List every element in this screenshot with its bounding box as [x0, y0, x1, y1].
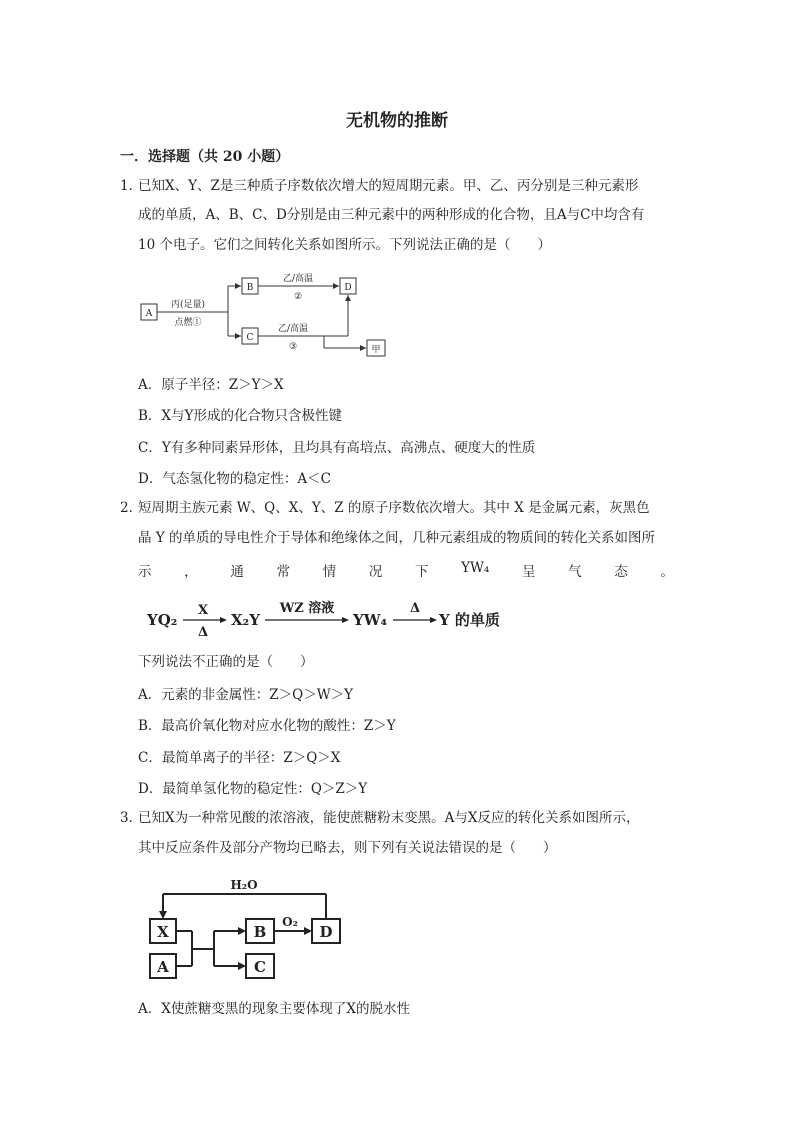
q2-spread-char: 下 — [414, 564, 429, 580]
q3-label-o2: O₂ — [282, 915, 298, 929]
q3-label-x: X — [157, 923, 169, 941]
q2-spread-char: 况 — [368, 564, 383, 580]
q2-spread-char: 通 — [230, 564, 244, 580]
q2-arrow-3-top: Δ — [409, 601, 421, 616]
q1-condition-top: 丙(足量) — [170, 300, 206, 310]
q2-species-3: YW₄ — [353, 611, 388, 629]
q1-label-b: B — [246, 283, 254, 293]
q2-spread-char: 气 — [568, 564, 582, 580]
page-title: 无机物的推断 — [346, 111, 448, 131]
q1-label-jia: 甲 — [371, 345, 381, 355]
q2-option-d: D．最简单氢化物的稳定性：Q＞Z＞Y — [138, 781, 368, 797]
q1-conversion-diagram — [138, 270, 398, 365]
q1-condition-c-bottom: ③ — [288, 342, 298, 352]
q1-option-d: D．气态氢化物的稳定性：A＜C — [138, 471, 331, 487]
q1-label-a: A — [145, 309, 153, 319]
q1-condition-c-top: 乙/高温 — [277, 324, 309, 334]
q3-label-a: A — [157, 958, 169, 976]
q1-stem-line-3: 10 个电子。它们之间转化关系如图所示。下列说法正确的是（ ） — [138, 237, 551, 253]
q2-spread-char: ， — [184, 564, 198, 580]
q3-label-c: C — [254, 958, 266, 976]
q1-option-b: B．X与Y形成的化合物只含极性键 — [138, 408, 342, 424]
q2-stem-end: 下列说法不正确的是（ ） — [138, 654, 314, 670]
q2-stem-line-1: 短周期主族元素 W、Q、X、Y、Z 的原子序数依次增大。其中 X 是金属元素，灰黑色 — [138, 500, 650, 516]
q1-condition-b-bottom: ② — [293, 292, 303, 302]
q2-option-a: A．元素的非金属性：Z＞Q＞W＞Y — [138, 687, 353, 703]
q2-spread-char: 情 — [322, 564, 337, 580]
q2-spread-char: YW₄ — [461, 560, 490, 576]
q2-number: 2． — [120, 500, 143, 516]
q2-stem-line-2: 晶 Y 的单质的导电性介于导体和绝缘体之间，几种元素组成的物质间的转化关系如图所 — [138, 530, 655, 546]
q1-number: 1． — [120, 178, 143, 194]
q3-label-d: D — [319, 923, 333, 941]
q2-spread-char: 呈 — [521, 564, 536, 580]
q3-conversion-diagram — [140, 874, 360, 984]
q2-arrow-2-top: WZ 溶液 — [279, 601, 335, 616]
q3-option-a: A．X使蔗糖变黑的现象主要体现了X的脱水性 — [138, 1001, 410, 1017]
q1-condition-bottom: 点燃① — [174, 318, 202, 328]
q1-stem-line-1: 已知X、Y、Z是三种质子序数依次增大的短周期元素。甲、乙、丙分别是三种元素形 — [138, 178, 639, 194]
q2-stem-line-3 — [138, 560, 674, 580]
q2-option-b: B．最高价氧化物对应水化物的酸性：Z＞Y — [138, 718, 396, 734]
q2-reaction-scheme — [145, 596, 525, 642]
q2-spread-char: 示 — [138, 564, 152, 580]
q2-spread-char: 态 — [614, 564, 628, 580]
q1-option-c: C．Y有多种同素异形体，且均具有高培点、高沸点、硬度大的性质 — [138, 440, 536, 456]
q2-arrow-1-top: X — [197, 603, 209, 618]
q2-spread-char: 。 — [660, 564, 674, 580]
q2-species-1: YQ₂ — [147, 611, 178, 629]
q1-stem-line-2: 成的单质，A、B、C、D分别是由三种元素中的两种形成的化合物，且A与C中均含有 — [138, 207, 645, 223]
q2-option-c: C．最简单离子的半径：Z＞Q＞X — [138, 750, 341, 766]
q3-stem-line-2: 其中反应条件及部分产物均已略去，则下列有关说法错误的是（ ） — [138, 840, 557, 856]
q3-number: 3． — [120, 810, 143, 826]
q1-label-c: C — [246, 333, 254, 343]
q2-species-4: Y 的单质 — [439, 611, 500, 629]
q3-label-b: B — [253, 923, 267, 941]
q1-option-a: A．原子半径：Z＞Y＞X — [138, 377, 284, 393]
q3-stem-line-1: 已知X为一种常见酸的浓溶液，能使蔗糖粉末变黑。A与X反应的转化关系如图所示， — [138, 810, 640, 826]
q1-label-d: D — [344, 283, 352, 293]
q2-arrow-1-bottom: Δ — [197, 625, 209, 640]
q1-condition-b-top: 乙/高温 — [282, 274, 314, 284]
section-heading: 一．选择题（共 20 小题） — [120, 149, 290, 165]
q2-spread-char: 常 — [276, 564, 290, 580]
q2-species-2: X₂Y — [231, 611, 260, 629]
q3-label-h2o: H₂O — [230, 878, 258, 892]
